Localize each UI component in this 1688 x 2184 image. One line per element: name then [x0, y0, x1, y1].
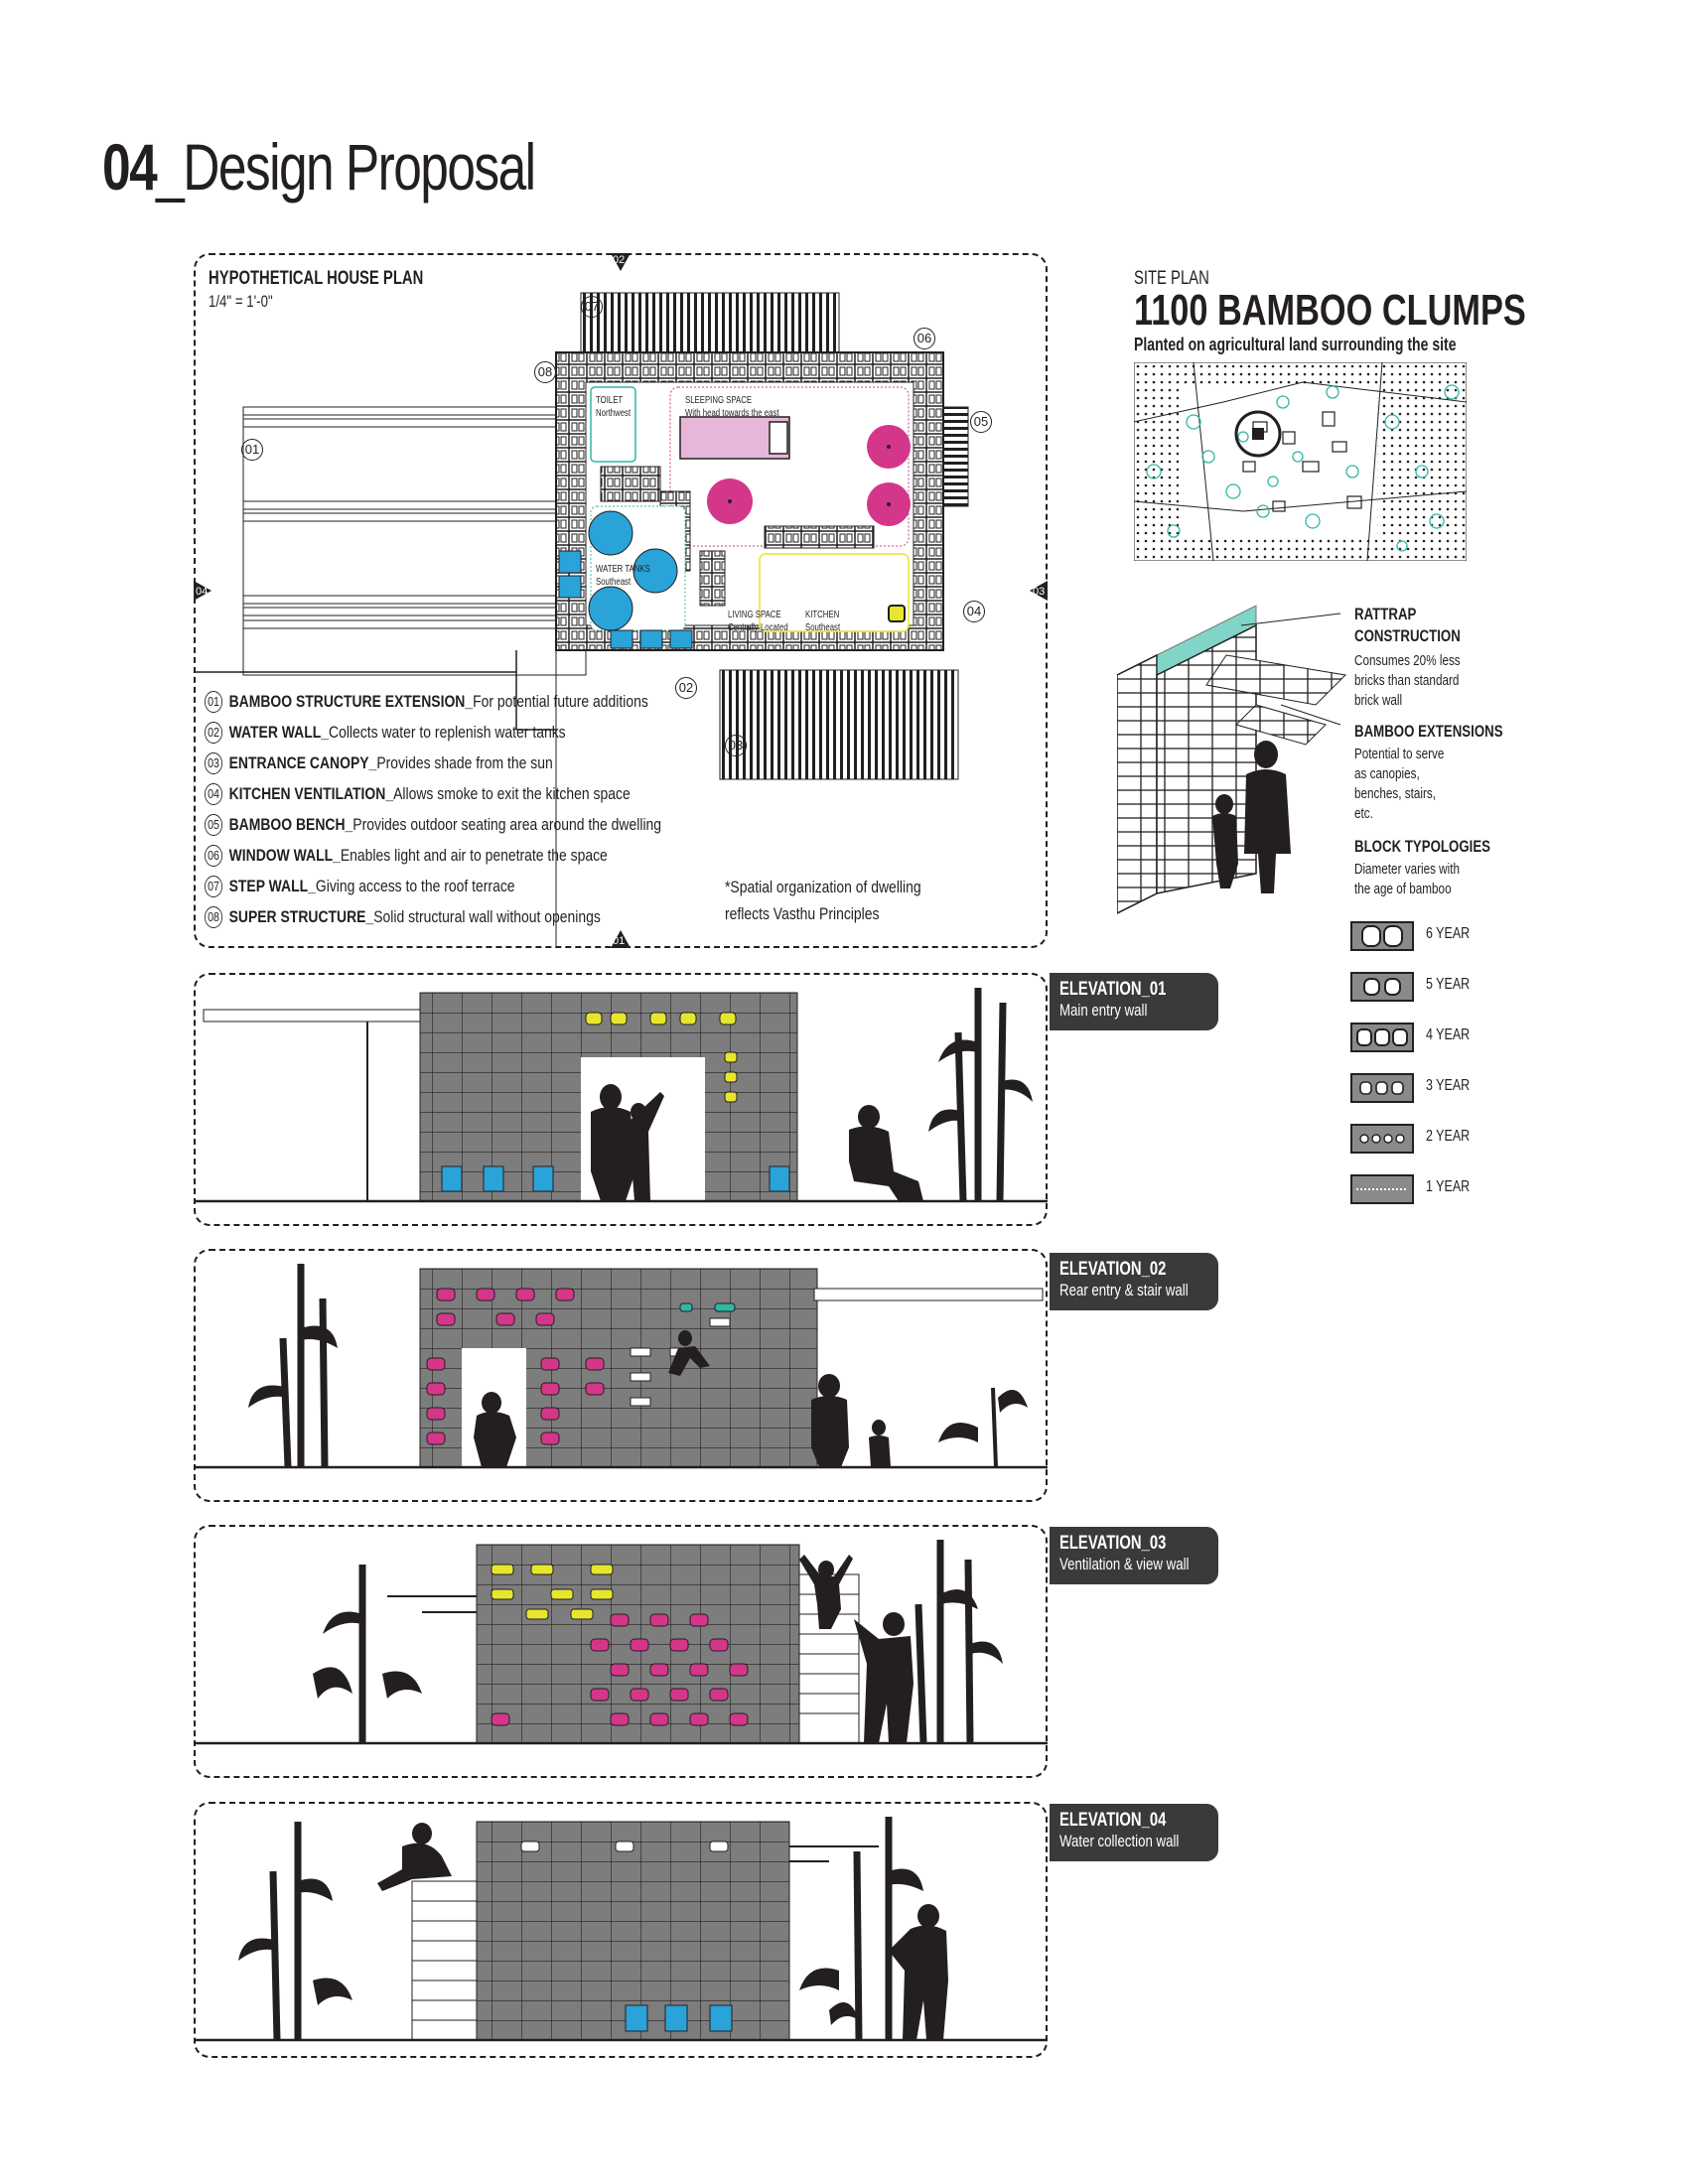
elevation-03-drawing — [194, 1525, 1048, 1778]
legend-item-07: 07 STEP WALL_ Giving access to the roof terrace — [205, 876, 515, 897]
elevation-02-tag — [1050, 1253, 1218, 1310]
extensions-title: BAMBOO EXTENSIONS — [1354, 722, 1503, 741]
legend-item-06: 06 WINDOW WALL_ Enables light and air to penetrate the space — [205, 845, 608, 867]
block-5-year — [1350, 972, 1414, 1002]
plan-marker-04: 04 — [963, 601, 993, 622]
plan-title: HYPOTHETICAL HOUSE PLAN — [209, 268, 424, 289]
elevation-03-tag — [1050, 1527, 1218, 1584]
page-separator: _ — [156, 130, 184, 204]
block-4-year — [1350, 1023, 1414, 1052]
elevation-03-subtitle: Ventilation & view wall — [1059, 1555, 1190, 1573]
extensions-text: Potential to serve as canopies, benches, stairs, etc. — [1354, 746, 1445, 822]
block-6-year — [1350, 921, 1414, 951]
legend-item-08: 08 SUPER STRUCTURE_ Solid structural wall without openings — [205, 906, 601, 928]
elevation-01-subtitle: Main entry wall — [1059, 1001, 1148, 1020]
room-label-kitchen: KITCHEN Southeast — [805, 610, 841, 633]
room-label-sleeping: SLEEPING SPACE With head towards the east — [685, 395, 779, 419]
plan-scale: 1/4" = 1'-0" — [209, 292, 273, 311]
plan-marker-06: 06 — [914, 328, 943, 349]
site-plan-headline: 1100 BAMBOO CLUMPS — [1134, 286, 1526, 335]
plan-marker-03: 03 — [725, 735, 755, 756]
elevation-02-title: ELEVATION_02 — [1059, 1259, 1167, 1280]
elevation-04-subtitle: Water collection wall — [1059, 1832, 1180, 1850]
legend-item-05: 05 BAMBOO BENCH_ Provides outdoor seating area around the dwelling — [205, 814, 661, 836]
site-plan-label: SITE PLAN — [1134, 268, 1209, 289]
house-plan-drawing — [194, 253, 1048, 948]
block-6-year-label: 6 YEAR — [1426, 925, 1471, 942]
elevation-04-tag — [1050, 1804, 1218, 1861]
elevation-04-title: ELEVATION_04 — [1059, 1810, 1167, 1831]
plan-marker-07: 07 — [581, 296, 611, 318]
block-3-year-label: 3 YEAR — [1426, 1077, 1471, 1094]
section-marker-04-left: 04 — [196, 586, 209, 598]
legend-item-03: 03 ENTRANCE CANOPY_ Provides shade from the sun — [205, 752, 553, 774]
plan-marker-01: 01 — [241, 439, 271, 461]
page-number: 04 — [102, 130, 157, 204]
plan-marker-08: 08 — [534, 361, 564, 383]
page-title-text: Design Proposal — [183, 130, 535, 204]
block-1-year-label: 1 YEAR — [1426, 1178, 1471, 1195]
section-marker-02-top: 02 — [613, 254, 626, 266]
typologies-title: BLOCK TYPOLOGIES — [1354, 837, 1491, 856]
legend-item-01: 01 BAMBOO STRUCTURE EXTENSION_ For potential future additions — [205, 691, 648, 713]
rattrap-title: RATTRAP CONSTRUCTION — [1354, 605, 1461, 645]
room-label-water-tanks: WATER TANKS Southeast — [596, 564, 650, 588]
elevation-02-drawing — [194, 1249, 1048, 1502]
legend-item-02: 02 WATER WALL_ Collects water to replenish water tanks — [205, 722, 566, 744]
plan-marker-02: 02 — [675, 677, 705, 699]
vasthu-note: *Spatial organization of dwelling reflects Vasthu Principles — [725, 878, 921, 923]
block-5-year-label: 5 YEAR — [1426, 976, 1471, 993]
section-marker-03-right: 03 — [1033, 586, 1046, 598]
callout-lines — [1221, 596, 1350, 735]
legend-item-04: 04 KITCHEN VENTILATION_ Allows smoke to exit the kitchen space — [205, 783, 631, 805]
block-1-year — [1350, 1174, 1414, 1204]
elevation-03-title: ELEVATION_03 — [1059, 1533, 1167, 1554]
elevation-01-title: ELEVATION_01 — [1059, 979, 1167, 1000]
typologies-text: Diameter varies with the age of bamboo — [1354, 861, 1460, 897]
elevation-04-drawing — [194, 1802, 1048, 2058]
elevation-02-subtitle: Rear entry & stair wall — [1059, 1281, 1189, 1299]
block-4-year-label: 4 YEAR — [1426, 1026, 1471, 1043]
block-2-year — [1350, 1124, 1414, 1154]
rattrap-text: Consumes 20% less bricks than standard brick wall — [1354, 652, 1461, 709]
plan-marker-05: 05 — [970, 411, 1000, 433]
elevation-01-tag — [1050, 973, 1218, 1030]
room-label-toilet: TOILET Northwest — [596, 395, 632, 419]
site-plan-subtitle: Planted on agricultural land surrounding the site — [1134, 335, 1457, 354]
site-plan-map — [1134, 362, 1467, 561]
page-title — [102, 129, 535, 205]
elevation-01-drawing — [194, 973, 1048, 1226]
section-marker-01-bottom: 01 — [613, 935, 626, 947]
block-2-year-label: 2 YEAR — [1426, 1128, 1471, 1145]
block-3-year — [1350, 1073, 1414, 1103]
room-label-living: LIVING SPACE Centrally Located — [728, 610, 788, 633]
